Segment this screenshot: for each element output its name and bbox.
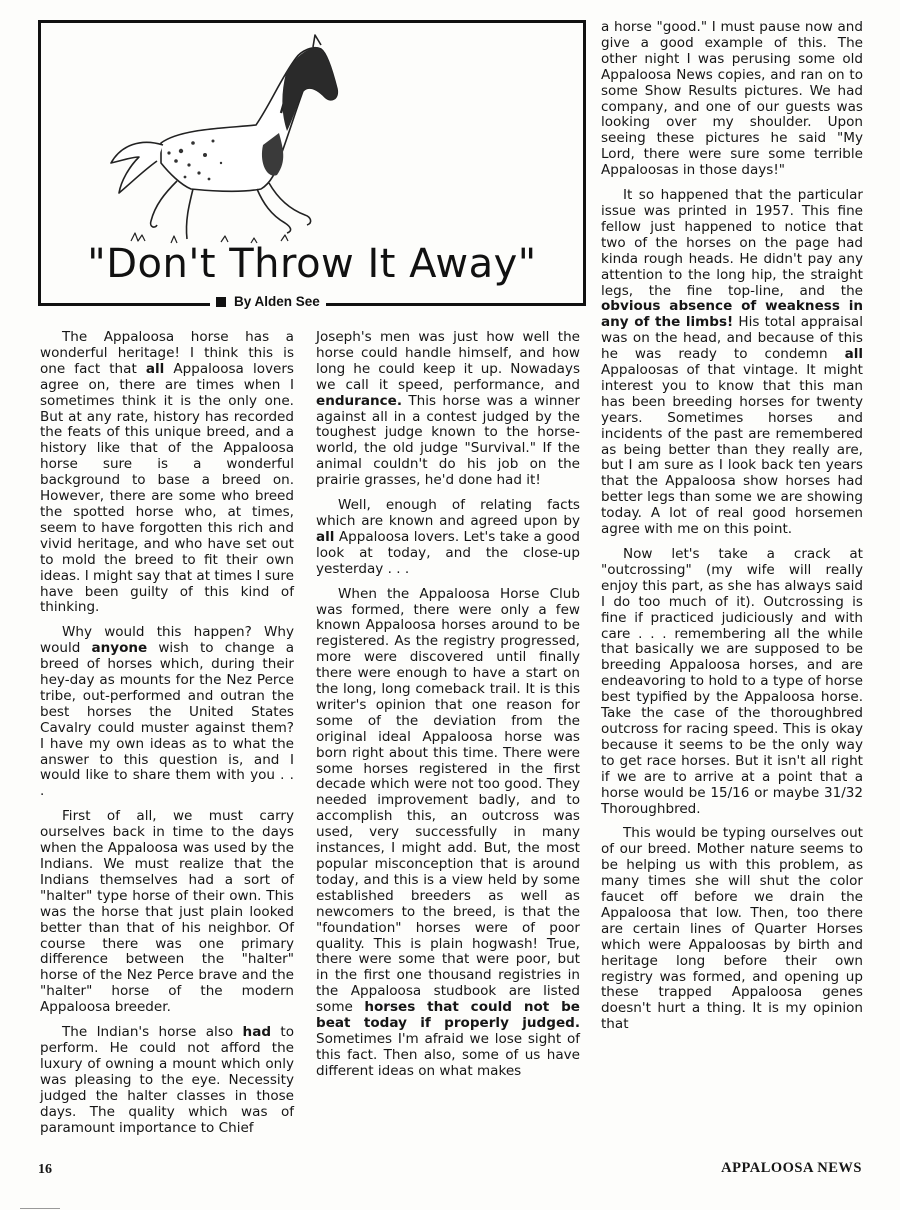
text-run: to perform. He could not afford the luxury of owning a mount which only was pleasing to the eye. Necessity judged the halter classes in those days. The quality which was of paramount importance to Chief: [40, 1024, 295, 1136]
paragraph: [40, 330, 294, 616]
column-middle: [316, 330, 580, 1089]
byline-text: By Alden See: [234, 294, 320, 309]
title-box: [38, 20, 586, 306]
column-left: [40, 330, 294, 1145]
article-title: "Don't Throw It Away": [87, 241, 537, 287]
paragraph: [40, 625, 294, 800]
bold-text: obvious absence of weakness in any of the limbs!: [601, 298, 863, 331]
bold-text: horses that could not be beat today if properly judged.: [316, 999, 580, 1032]
text-run: It so happened that the particular issue was printed in 1957. This fine fellow just happened to notice that two of the horses on the page had kinda rough heads. He didn't pay any attention to the long hip, the straight legs, the fine top-line, and the: [601, 187, 863, 299]
text-run: His total appraisal was on the head, and because of this he was ready to condemn: [601, 314, 863, 363]
text-run: Appaloosas of that vintage. It might interest you to know that this man has been breeding horses for twenty years. Sometimes horses and incidents of the past are remembered as being better than they really are, but I am sure as I look back ten years that the Appaloosa show horses had better legs than some we are showing today. A lot of real good horsemen agree with me on this point.: [601, 362, 863, 538]
byline: [210, 294, 326, 309]
text-run: When the Appaloosa Horse Club was formed, there were only a few known Appaloosa horses around to be registered. As the registry progressed, more were discovered until finally there were enough to have a start on the long, long comeback trail. It is this writer's opinion that one reason for some of the deviation from the original ideal Appaloosa horse was born right about this time. There were some horses registered in the first decade which were not too good. They needed improvement badly, and to accomplish this, an outcross was used, very successfully in many instances, I might add. But, the most popular misconception that is around today, and this is a view held by some established breeders as well as newcomers to the breed, is that the "foundation" horses were of poor quality. This is plain hogwash! True, there were some that were poor, but in the first one thousand registries in the Appaloosa studbook are listed some: [316, 585, 580, 1016]
paragraph: [601, 188, 863, 538]
paragraph: [601, 826, 863, 1033]
horse-illustration: [81, 33, 341, 248]
bold-text: endurance.: [316, 392, 403, 409]
text-run: The Appaloosa horse has a wonderful heritage! I think this is one fact that: [40, 329, 294, 377]
text-run: Well, enough of relating facts which are known and agreed upon by: [316, 497, 580, 529]
text-run: The Indian's horse also: [62, 1024, 243, 1041]
text-run: Sometimes I'm afraid we lose sight of this fact. Then also, some of us have different ideas on what makes: [316, 1030, 580, 1079]
bold-text: all: [844, 346, 863, 363]
column-right: [601, 20, 863, 1042]
paragraph: [316, 330, 580, 489]
text-run: This horse was a winner against all in a contest judged by the toughest judge known to the horse-world, the old judge "Survival." If the animal couldn't do his job on the prairie grasses, he'd done had it!: [316, 392, 580, 489]
paragraph: [316, 498, 580, 578]
text-run: First of all, we must carry ourselves back in time to the days when the Appaloosa was used by the Indians. We must realize that the Indians themselves had a sort of "halter" type horse of their own. This was the horse that just plain looked better than that of his neighbor. Of course there was one primary difference between the "halter" horse of the Nez Perce brave and the "halter" horse of the modern Appaloosa breeder.: [40, 808, 294, 1016]
bold-text: all: [145, 360, 165, 377]
paragraph: [601, 547, 863, 817]
text-run: a horse "good." I must pause now and give a good example of this. The other night I was perusing some old Appaloosa News copies, and ran on to some Show Results pictures. We had company, and one of our guests was looking over my shoulder. Upon seeing these pictures he said "My Lord, there were sure some terrible Appaloosas in those days!": [601, 19, 863, 179]
text-run: wish to change a breed of horses which, during their hey-day as mounts for the Nez Perce tribe, out-performed and outran the best horses the United States Cavalry could muster against them? I have my own ideas as to what the answer to this question is, and I would like to share them with you . . .: [40, 640, 294, 800]
text-run: This would be typing ourselves out of our breed. Mother nature seems to be helping us with this problem, as many times she will shut the color faucet off before we drain the Appaloosa that low. Then, too there are certain lines of Quarter Horses which were Appaloosas by birth and heritage long before their own registry was formed, and opening up these trapped Appaloosa genes doesn't hurt a thing. It is my opinion that: [601, 825, 863, 1033]
text-run: Joseph's men was just how well the horse could handle himself, and how long he could keep it up. Nowadays we call it speed, performance, and: [316, 329, 580, 393]
text-run: Why would this happen? Why would: [40, 624, 294, 657]
paragraph: [40, 1025, 294, 1136]
paragraph: [601, 20, 863, 179]
byline-marker: [216, 297, 226, 307]
bold-text: had: [242, 1024, 272, 1041]
bold-text: all: [316, 528, 335, 545]
text-run: Now let's take a crack at "outcrossing" (my wife will really enjoy this part, as she has always said I do too much of it). Outcrossing is fine if practiced judiciously and with care . . . remembering all the while that basically we are supposed to be breeding Appaloosa horses, and are endeavoring to hold to a type of horse best typified by the Appaloosa horse. Take the case of the thoroughbred outcross for racing speed. This is okay because it seems to be the only way to get race horses. But it isn't all right if we are to arrive at a point that a horse would be 15/16 or maybe 31/32 Thoroughbred.: [601, 546, 863, 817]
text-run: Appaloosa lovers. Let's take a good look at today, and the close-up yesterday . . .: [316, 528, 580, 577]
text-run: Appaloosa lovers agree on, there are times when I sometimes think it is the only one. But at any rate, history has recorded the feats of this unique breed, and a history like that of the Appaloosa horse sure is a wonderful background to base a breed on. However, there are some who breed the spotted horse who, at times, seem to have forgotten this rich and vivid heritage, and who have set out to mold the breed to fit their own ideas. I might say that at times I sure have been guilty of this kind of thinking.: [40, 360, 294, 616]
magazine-name: APPALOOSA NEWS: [721, 1160, 862, 1176]
bold-text: anyone: [91, 640, 148, 657]
bottom-rule: [20, 1208, 60, 1209]
paragraph: [316, 587, 580, 1080]
page-number: 16: [38, 1162, 52, 1177]
paragraph: [40, 809, 294, 1016]
